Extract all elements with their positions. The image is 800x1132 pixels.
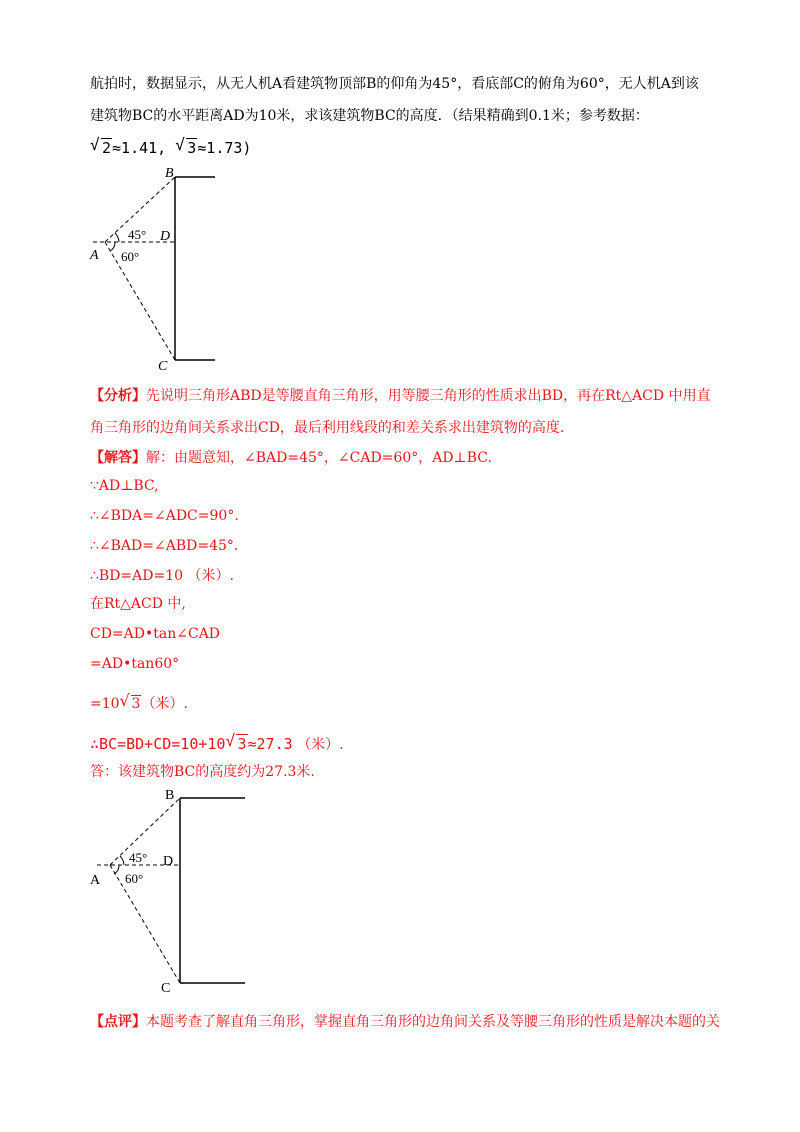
comment-line: 【点评】本题考查了解直角三角形，掌握直角三角形的边角间关系及等腰三角形的性质是解决本题的关: [90, 1014, 720, 1030]
label-b: B: [165, 788, 175, 803]
angle-arc-top: [115, 233, 119, 242]
sqrt-3: √ 3: [175, 135, 197, 157]
solution-step-2: ∴∠BDA=∠ADC=90°.: [90, 508, 239, 524]
angle-label-45: 45°: [128, 227, 147, 242]
solution-step-1: ∵AD⊥BC,: [90, 478, 159, 494]
angle-label-60: 60°: [125, 871, 144, 886]
problem-line-1: 航拍时，数据显示，从无人机A看建筑物顶部B的仰角为45°，看底部C的俯角为60°，无人机A到该: [90, 76, 699, 92]
reference-data: √ 2≈1.41, √ 3≈1.73): [90, 135, 252, 157]
figure-1: [85, 160, 255, 375]
label-c: C: [158, 359, 168, 374]
solution-intro: 【解答】解：由题意知，∠BAD=45°，∠CAD=60°，AD⊥BC.: [90, 450, 492, 466]
problem-line-2: 建筑物BC的水平距离AD为10米，求该建筑物BC的高度．（结果精确到0.1米；参考数据：: [90, 108, 649, 124]
figure-2: [85, 785, 255, 1000]
sqrt-3: √ 3: [119, 691, 141, 712]
sightline-ac: [105, 242, 175, 360]
label-d: D: [163, 854, 174, 869]
sightline-ac: [110, 865, 180, 983]
angle-arc-top: [120, 856, 124, 865]
comment-tag: 【点评】: [90, 1014, 146, 1030]
solution-step-3: ∴∠BAD=∠ABD=45°.: [90, 538, 239, 554]
label-a: A: [90, 873, 101, 888]
sqrt-3: √ 3: [225, 731, 247, 753]
solution-step-4: ∴BD=AD=10 （米）.: [90, 568, 234, 584]
solution-tag: 【解答】: [90, 450, 146, 466]
solution-step-8: =10 √ 3（米）.: [90, 691, 188, 712]
solution-step-9: ∴BC=BD+CD=10+10 √ 3≈27.3 （米）.: [90, 731, 344, 753]
angle-label-60: 60°: [121, 249, 140, 264]
sqrt-2: √ 2: [90, 135, 112, 157]
angle-arc-bottom: [110, 242, 115, 251]
label-b: B: [165, 166, 174, 181]
solution-step-7: =AD•tan60°: [90, 656, 180, 672]
label-a: A: [90, 248, 99, 263]
analysis-line-2: 角三角形的边角间关系求出CD，最后利用线段的和差关系求出建筑物的高度.: [90, 420, 565, 436]
solution-step-5: 在Rt△ACD 中,: [90, 596, 186, 612]
label-d: D: [160, 229, 171, 244]
analysis-tag: 【分析】: [90, 388, 146, 404]
answer-line: 答：该建筑物BC的高度约为27.3米.: [90, 764, 315, 780]
label-c: C: [161, 981, 171, 996]
solution-step-6: CD=AD•tan∠CAD: [90, 626, 221, 642]
analysis-line-1: 【分析】先说明三角形ABD是等腰直角三角形，用等腰三角形的性质求出BD，再在Rt△ACD 中用直: [90, 388, 711, 404]
angle-label-45: 45°: [129, 850, 148, 865]
